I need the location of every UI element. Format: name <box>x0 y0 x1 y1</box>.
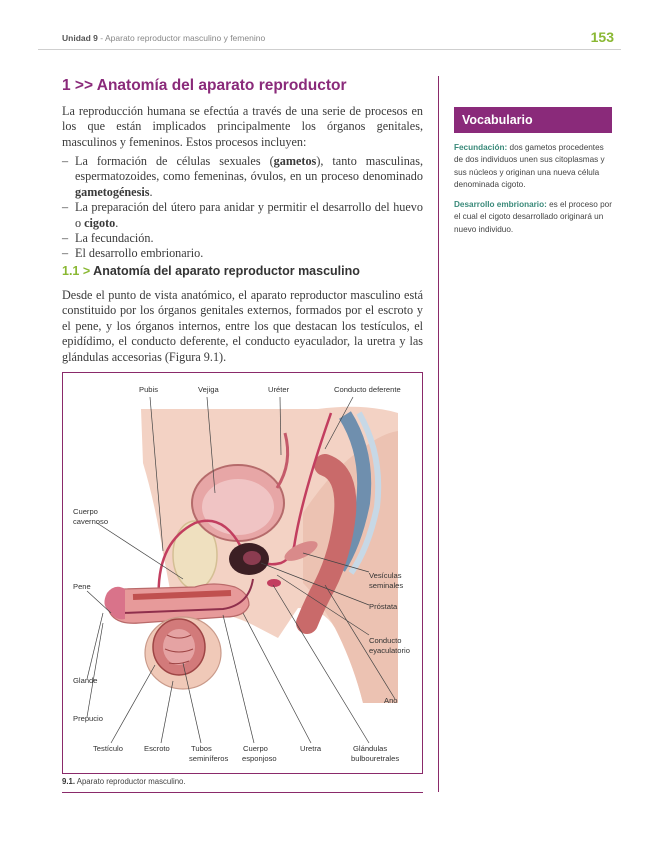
anatomy-figure <box>62 372 423 774</box>
label-prepucio: Prepucio <box>73 714 103 723</box>
list-item: – La preparación del útero para anidar y permitir el desarrollo del huevo o cigoto. <box>62 200 423 231</box>
subsection-number: 1.1 > <box>62 264 91 278</box>
label-conducto-eyac-2: eyaculatorio <box>369 646 410 655</box>
list-item: – La fecundación. <box>62 231 423 246</box>
header-rule <box>38 49 621 50</box>
subsection-title: Anatomía del aparato reproductor masculino <box>93 264 360 278</box>
label-uretra: Uretra <box>300 744 322 753</box>
vocabulary-title: Vocabulario <box>454 107 612 133</box>
label-ureter: Uréter <box>268 385 290 394</box>
column-separator <box>438 76 439 792</box>
section-title: Anatomía del aparato reproductor <box>96 77 347 94</box>
caption-rule <box>62 792 423 793</box>
label-vesiculas-1: Vesículas <box>369 571 402 580</box>
glans <box>104 587 125 620</box>
anatomy-illustration <box>63 373 424 775</box>
header-unit: Unidad 9 <box>62 33 98 43</box>
label-tubos-1: Tubos <box>191 744 212 753</box>
label-escroto: Escroto <box>144 744 170 753</box>
vocab-definition: es el proceso por el cual el cigoto desarrollado originará un nuevo individuo. <box>454 200 612 234</box>
caption-number: 9.1. <box>62 777 76 786</box>
label-glandulas-2: bulbouretrales <box>351 754 400 763</box>
label-vejiga: Vejiga <box>198 385 219 394</box>
intro-paragraph: La reproducción humana se efectúa a través de una serie de procesos en los que están implicados principalmente los órganos genitales, masculinos y femeninos. Estos procesos incluyen: <box>62 104 423 149</box>
figure-caption <box>62 777 186 786</box>
header-separator: - <box>97 33 105 43</box>
section-number: 1 >> <box>62 77 94 94</box>
subsection-heading <box>62 264 360 278</box>
running-header <box>62 29 614 48</box>
vocab-term: Desarrollo embrionario: <box>454 200 547 209</box>
label-vesiculas-2: seminales <box>369 581 404 590</box>
body-paragraph: Desde el punto de vista anatómico, el aparato reproductor masculino está constituido por los órganos genitales externos, formados por el escroto y el pene, y los órganos internos, entre los que destacan los testículos, el epidídimo, el conducto deferente, el conducto eyaculador, la uretra y las glándulas accesorias (Figura 9.1). <box>62 288 423 364</box>
vocab-entry-fecundacion <box>454 142 614 191</box>
label-ano: Ano <box>384 696 398 705</box>
page-number: 153 <box>590 29 614 45</box>
label-pene: Pene <box>73 582 91 591</box>
process-list <box>62 154 423 262</box>
label-conducto-eyac-1: Conducto <box>369 636 402 645</box>
header-subtitle: Aparato reproductor masculino y femenino <box>105 33 266 43</box>
vocab-term: Fecundación: <box>454 143 508 152</box>
label-testiculo: Testículo <box>93 744 123 753</box>
label-cuerpo-esp-1: Cuerpo <box>243 744 268 753</box>
term-gametogenesis: gametogénesis <box>75 184 150 199</box>
label-cuerpo-esp-2: esponjoso <box>242 754 277 763</box>
corpus-cavernosum <box>133 593 231 597</box>
label-glande: Glande <box>73 676 98 685</box>
label-tubos-2: seminíferos <box>189 754 229 763</box>
label-pubis: Pubis <box>139 385 158 394</box>
term-cigoto: cigoto <box>84 215 116 230</box>
label-conducto-deferente: Conducto deferente <box>334 385 401 394</box>
term-gametos: gametos <box>273 154 317 168</box>
label-cuerpo-cavernoso-1: Cuerpo <box>73 507 98 516</box>
vocab-definition: dos gametos procedentes de dos individuos unen sus citoplasmas y sus núcleos y originan una nueva célula denominada cigoto. <box>454 143 605 189</box>
label-prostata: Próstata <box>369 602 398 611</box>
section-heading <box>62 77 347 95</box>
list-item: – El desarrollo embrionario. <box>62 246 423 261</box>
list-item: – La formación de células sexuales (gametos), tanto masculinas, espermatozoides, como femeninas, óvulos, en un proceso denominado gametogénesis. <box>62 154 423 200</box>
vocab-entry-desarrollo <box>454 199 614 236</box>
label-glandulas-1: Glándulas <box>353 744 388 753</box>
caption-text: Aparato reproductor masculino. <box>76 777 186 786</box>
label-cuerpo-cavernoso-2: cavernoso <box>73 517 109 526</box>
